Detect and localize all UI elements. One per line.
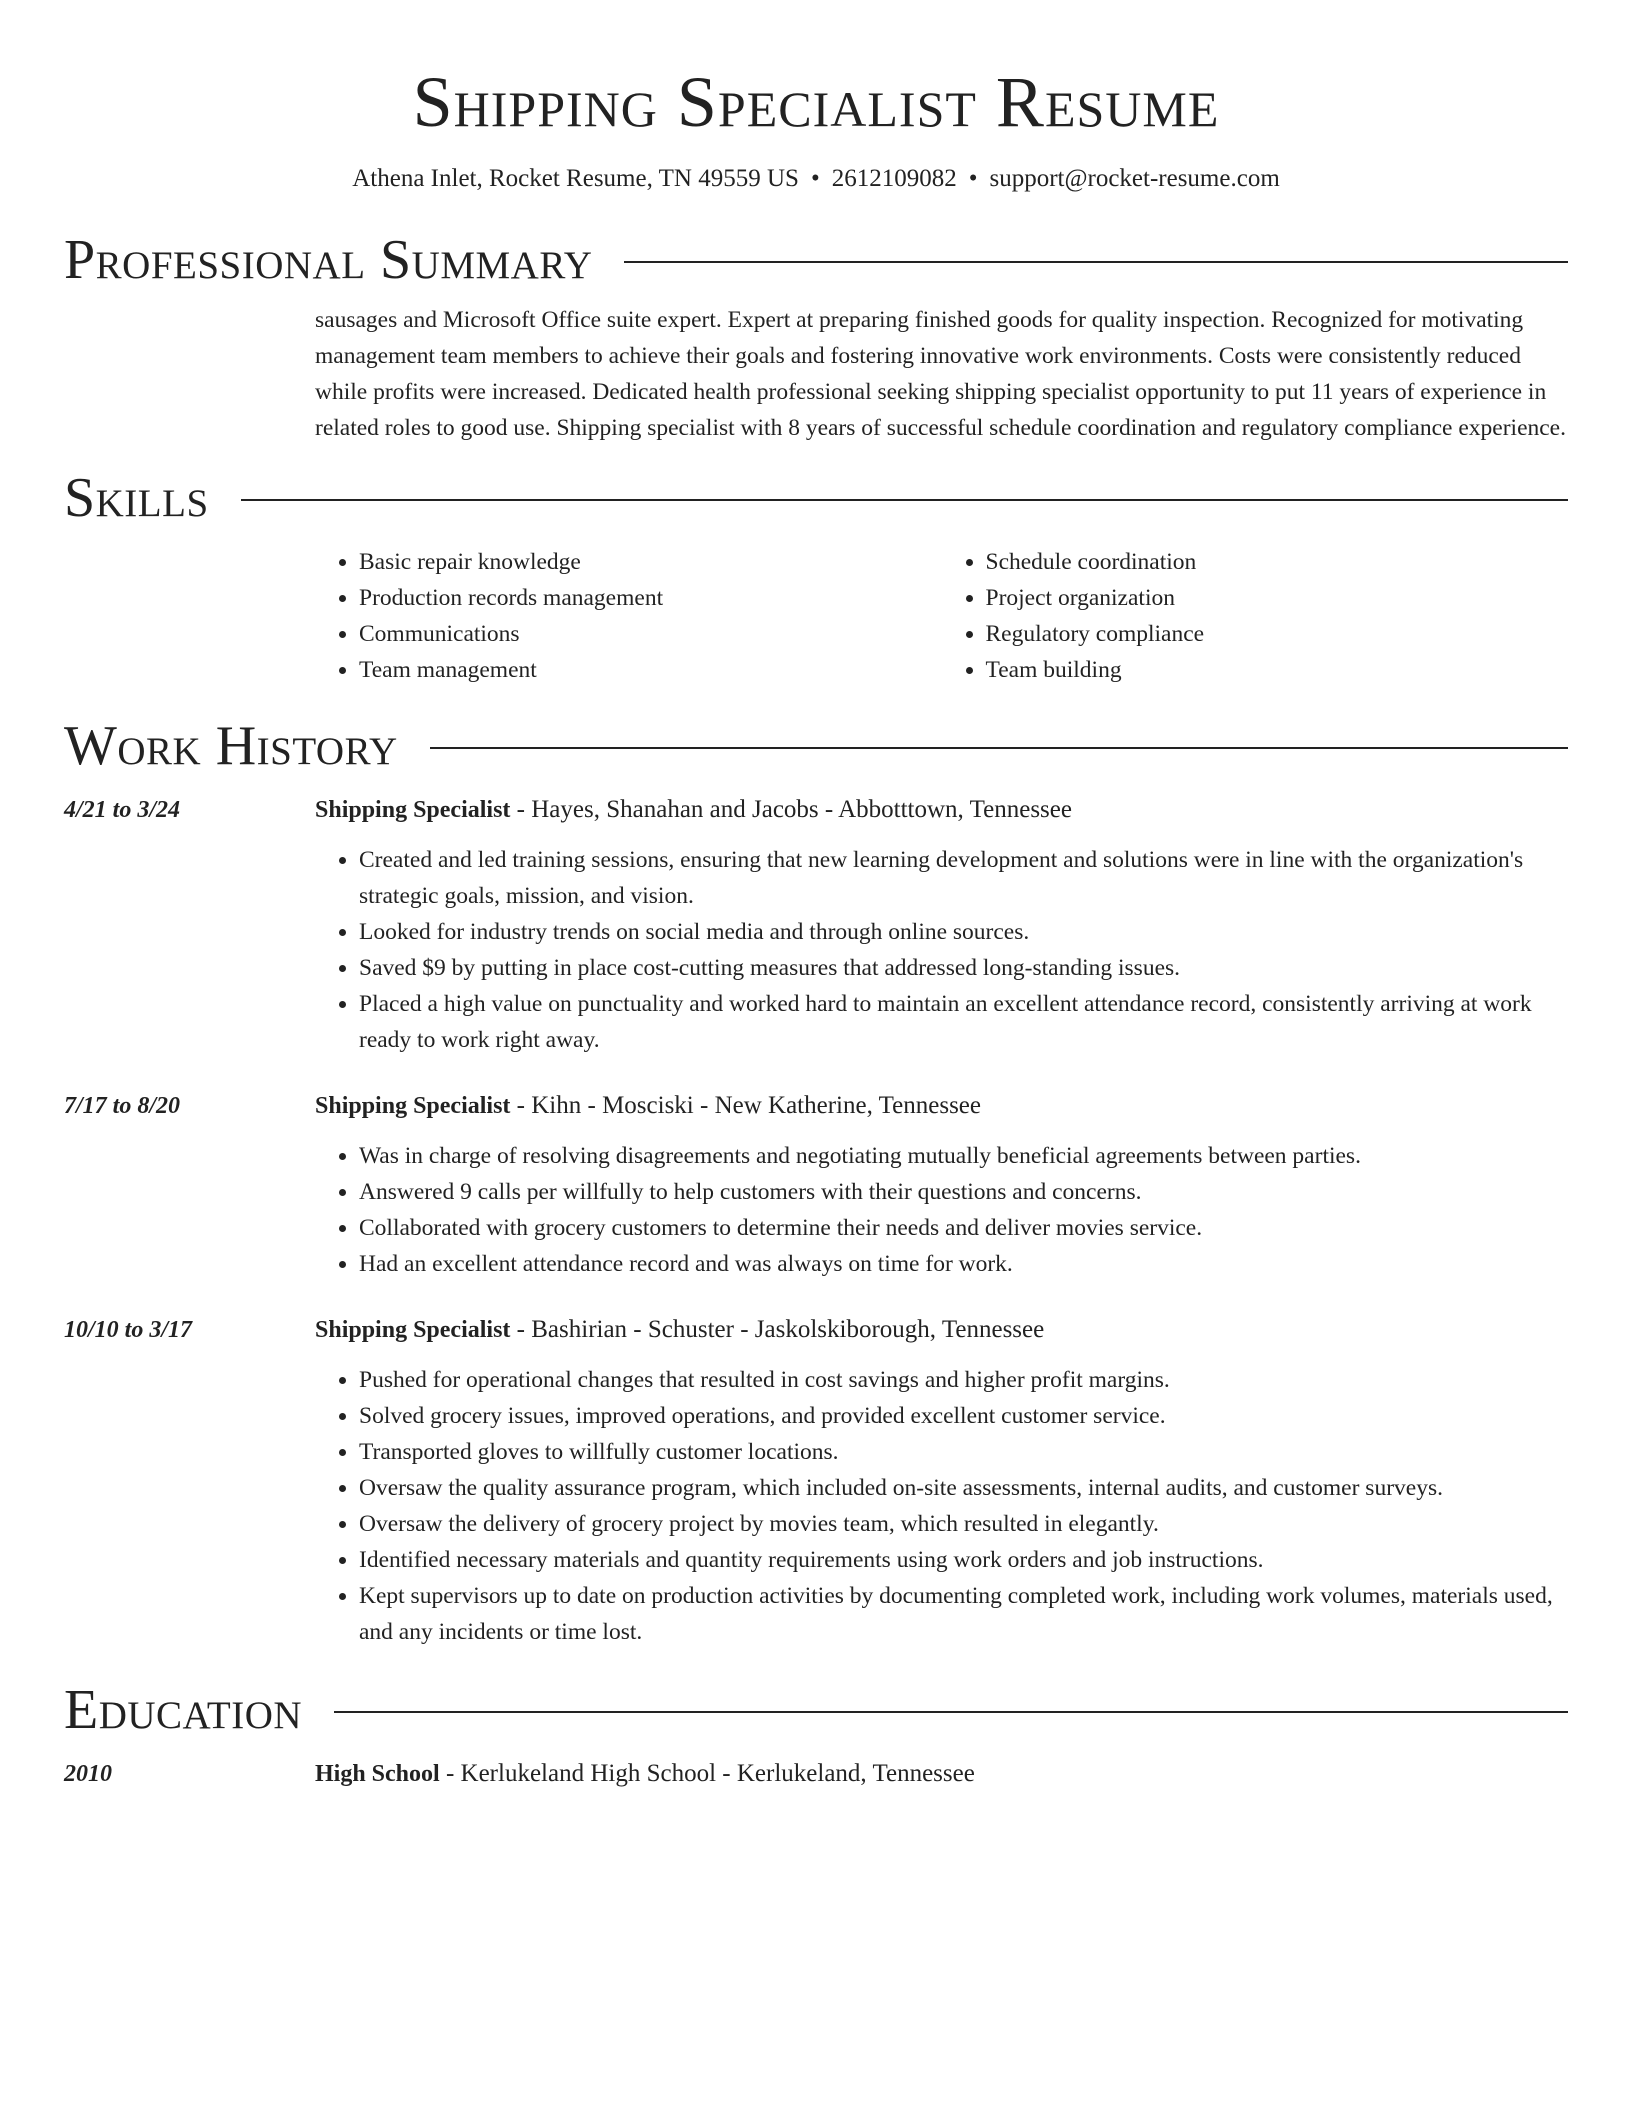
job-bullet: • Identified necessary materials and quantity requirements using work orders and job instructions. <box>359 1542 1568 1578</box>
contact-address: Athena Inlet, Rocket Resume, TN 49559 US <box>352 165 799 192</box>
skill-item: • Schedule coordination <box>986 544 1569 580</box>
job-bullet: • Transported gloves to willfully customer locations. <box>359 1434 1568 1470</box>
job-title: Shipping Specialist <box>315 1093 511 1119</box>
job-bullet: • Solved grocery issues, improved operations, and provided excellent customer service. <box>359 1398 1568 1434</box>
job-dates: 7/17 to 8/20 <box>64 1093 181 1119</box>
job-bullet: • Saved $9 by putting in place cost-cutting measures that addressed long-standing issues. <box>359 950 1568 986</box>
summary-heading: Professional Summary <box>64 229 593 291</box>
job-dates: 4/21 to 3/24 <box>64 797 181 823</box>
contact-phone: 2612109082 <box>831 165 957 192</box>
job-employer: - Kihn - Mosciski - New Katherine, Tennessee <box>510 1092 982 1119</box>
job-heading-line <box>315 1312 1568 1348</box>
skill-item: • Production records management <box>359 580 942 616</box>
job-bullet: • Had an excellent attendance record and was always on time for work. <box>359 1246 1568 1282</box>
education-year: 2010 <box>64 1761 112 1787</box>
work-heading: Work History <box>64 715 398 777</box>
skills-section-header <box>64 466 1568 530</box>
summary-section <box>315 302 1568 446</box>
job-heading-line <box>315 792 1568 828</box>
job-bullet: • Placed a high value on punctuality and worked hard to maintain an excellent attendance record, consistently arriving at work ready to work right away. <box>359 986 1568 1058</box>
job-bullet: • Oversaw the quality assurance program, which included on-site assessments, internal audits, and customer surveys. <box>359 1470 1568 1506</box>
job-title: Shipping Specialist <box>315 797 511 823</box>
job-entry <box>64 1312 1568 1650</box>
job-body <box>315 1088 1568 1282</box>
job-bullet: • Pushed for operational changes that resulted in cost savings and higher profit margins. <box>359 1362 1568 1398</box>
job-title: Shipping Specialist <box>315 1317 511 1343</box>
education-school: - Kerlukeland High School - Kerlukeland, Tennessee <box>439 1760 975 1787</box>
job-employer: - Bashirian - Schuster - Jaskolskiborough, Tennessee <box>510 1316 1045 1343</box>
resume-page <box>64 0 1568 1792</box>
job-body <box>315 792 1568 1058</box>
skills-column-left <box>315 544 942 688</box>
education-section-header <box>64 1678 1568 1742</box>
job-bullet: • Oversaw the delivery of grocery project by movies team, which resulted in elegantly. <box>359 1506 1568 1542</box>
job-bullets <box>315 842 1568 1058</box>
contact-line <box>64 164 1568 194</box>
section-divider <box>430 747 1568 749</box>
job-bullet: • Created and led training sessions, ensuring that new learning development and solutions were in line with the organization's strategic goals, mission, and vision. <box>359 842 1568 914</box>
skill-item: • Team building <box>986 652 1569 688</box>
skill-item: • Team management <box>359 652 942 688</box>
education-heading: Education <box>64 1679 303 1741</box>
job-bullet: • Looked for industry trends on social media and through online sources. <box>359 914 1568 950</box>
contact-separator: • <box>810 165 820 192</box>
education-degree: High School <box>315 1761 440 1787</box>
skills-column-right <box>942 544 1569 688</box>
job-body <box>315 1312 1568 1650</box>
education-entry <box>64 1756 1568 1792</box>
job-bullets <box>315 1138 1568 1282</box>
work-section-header <box>64 714 1568 778</box>
resume-title: Shipping Specialist Resume <box>412 62 1220 142</box>
job-bullet: • Kept supervisors up to date on production activities by documenting completed work, including work volumes, materials used, and any incidents or time lost. <box>359 1578 1568 1650</box>
job-heading-line <box>315 1088 1568 1124</box>
job-bullet: • Answered 9 calls per willfully to help customers with their questions and concerns. <box>359 1174 1568 1210</box>
job-entry <box>64 792 1568 1058</box>
job-entry <box>64 1088 1568 1282</box>
education-line <box>315 1756 1568 1792</box>
skill-item: • Project organization <box>986 580 1569 616</box>
skills-section <box>315 544 1568 688</box>
job-bullet: • Was in charge of resolving disagreements and negotiating mutually beneficial agreements between parties. <box>359 1138 1568 1174</box>
education-body <box>315 1756 1568 1792</box>
skills-grid <box>315 544 1568 688</box>
job-employer: - Hayes, Shanahan and Jacobs - Abbotttown, Tennessee <box>510 796 1072 823</box>
skills-heading: Skills <box>64 467 209 529</box>
job-bullet: • Collaborated with grocery customers to determine their needs and deliver movies service. <box>359 1210 1568 1246</box>
summary-section-header <box>64 228 1568 292</box>
contact-email: support@rocket-resume.com <box>989 165 1280 192</box>
job-bullets <box>315 1362 1568 1650</box>
skill-item: • Communications <box>359 616 942 652</box>
contact-separator: • <box>968 165 978 192</box>
job-dates: 10/10 to 3/17 <box>64 1317 193 1343</box>
skill-item: • Regulatory compliance <box>986 616 1569 652</box>
section-divider <box>334 1711 1568 1713</box>
summary-text: sausages and Microsoft Office suite expert. Expert at preparing finished goods for quality inspection. Recognized for motivating management team members to achieve their goals and fostering innovative work environments. Costs were consistently reduced while profits were increased. Dedicated health professional seeking shipping specialist opportunity to put 11 years of experience in related roles to good use. Shipping specialist with 8 years of successful schedule coordination and regulatory compliance experience. <box>315 307 1566 441</box>
section-divider <box>624 261 1568 263</box>
skill-item: • Basic repair knowledge <box>359 544 942 580</box>
section-divider <box>241 499 1568 501</box>
